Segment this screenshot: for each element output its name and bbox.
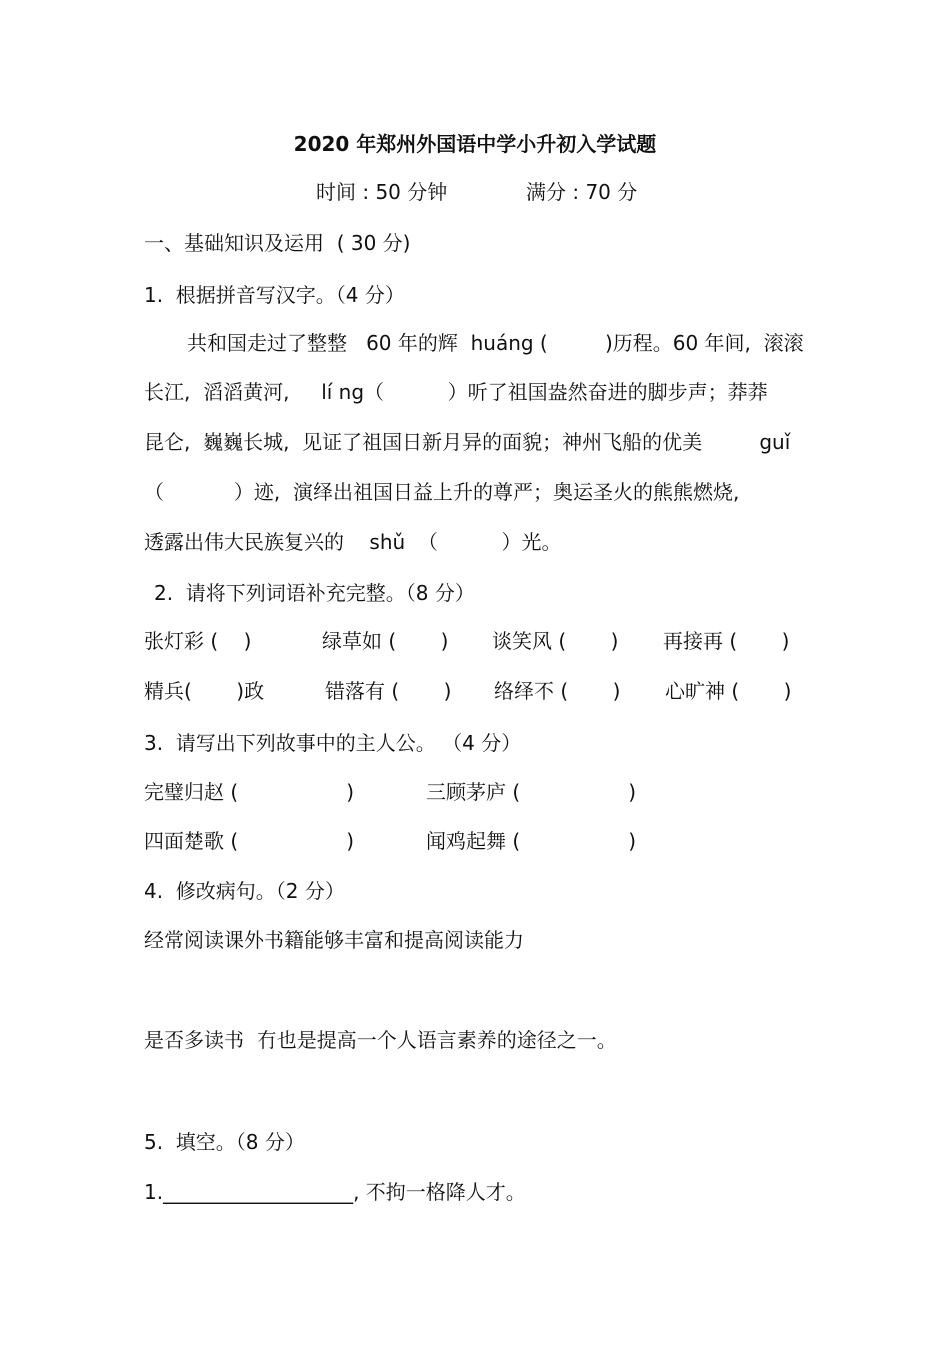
- q2-heading: 2. 请将下列词语补充完整。（8 分）: [154, 581, 475, 605]
- q1-line-2: 长江, 滔滔黄河, lí ng（ ）听了祖国盎然奋进的脚步声；莽莽: [144, 380, 768, 404]
- exam-time: 时间 : 50 分钟: [316, 180, 448, 204]
- q3-heading: 3. 请写出下列故事中的主人公。 （4 分）: [144, 731, 522, 755]
- q4-sentence-1: 经常阅读课外书籍能够丰富和提高阅读能力: [144, 928, 524, 952]
- q2-item: 张灯彩 ( ): [144, 629, 252, 653]
- exam-title: 2020 年郑州外国语中学小升初入学试题: [293, 132, 657, 156]
- q5-item-1: 1.___________________, 不拘一格降人才。: [144, 1180, 526, 1204]
- q4-heading: 4. 修改病句。（2 分）: [144, 879, 345, 903]
- q3-item: 闻鸡起舞 ( ): [426, 829, 637, 853]
- q4-sentence-2: 是否多读书 冇也是提高一个人语言素养的途径之一。: [144, 1028, 617, 1052]
- q3-item: 四面楚歌 ( ): [144, 829, 355, 853]
- q1-line-3: 昆仑, 巍巍长城, 见证了祖国日新月异的面貌；神州飞船的优美 guǐ: [144, 430, 791, 454]
- q1-line-5: 透露出伟大民族复兴的 shǔ （ ）光。: [144, 530, 562, 554]
- q3-item: 完璧归赵 ( ): [144, 780, 355, 804]
- q2-item: 心旷神 ( ): [665, 679, 792, 703]
- q2-item: 错落有 ( ): [325, 679, 452, 703]
- q1-heading: 1. 根据拼音写汉字。（4 分）: [144, 283, 405, 307]
- q2-item: 谈笑风 ( ): [492, 629, 619, 653]
- q3-item: 三顾茅庐 ( ): [426, 780, 637, 804]
- q2-item: 精兵( )政: [144, 679, 265, 703]
- section1-heading: 一、基础知识及运用 ( 30 分): [144, 231, 411, 255]
- q5-heading: 5. 填空。（8 分）: [144, 1130, 305, 1154]
- q2-item: 络绎不 ( ): [494, 679, 621, 703]
- q2-item: 再接再 ( ): [663, 629, 790, 653]
- q2-item: 绿草如 ( ): [322, 629, 449, 653]
- q1-line-1: 共和国走过了整整 60 年的辉 huáng ( )历程。60 年间, 滚滚: [187, 331, 804, 355]
- q1-line-4: （ ）迹, 演绎出祖国日益上升的尊严；奥运圣火的熊熊燃烧,: [144, 480, 740, 504]
- exam-score: 满分 : 70 分: [526, 180, 638, 204]
